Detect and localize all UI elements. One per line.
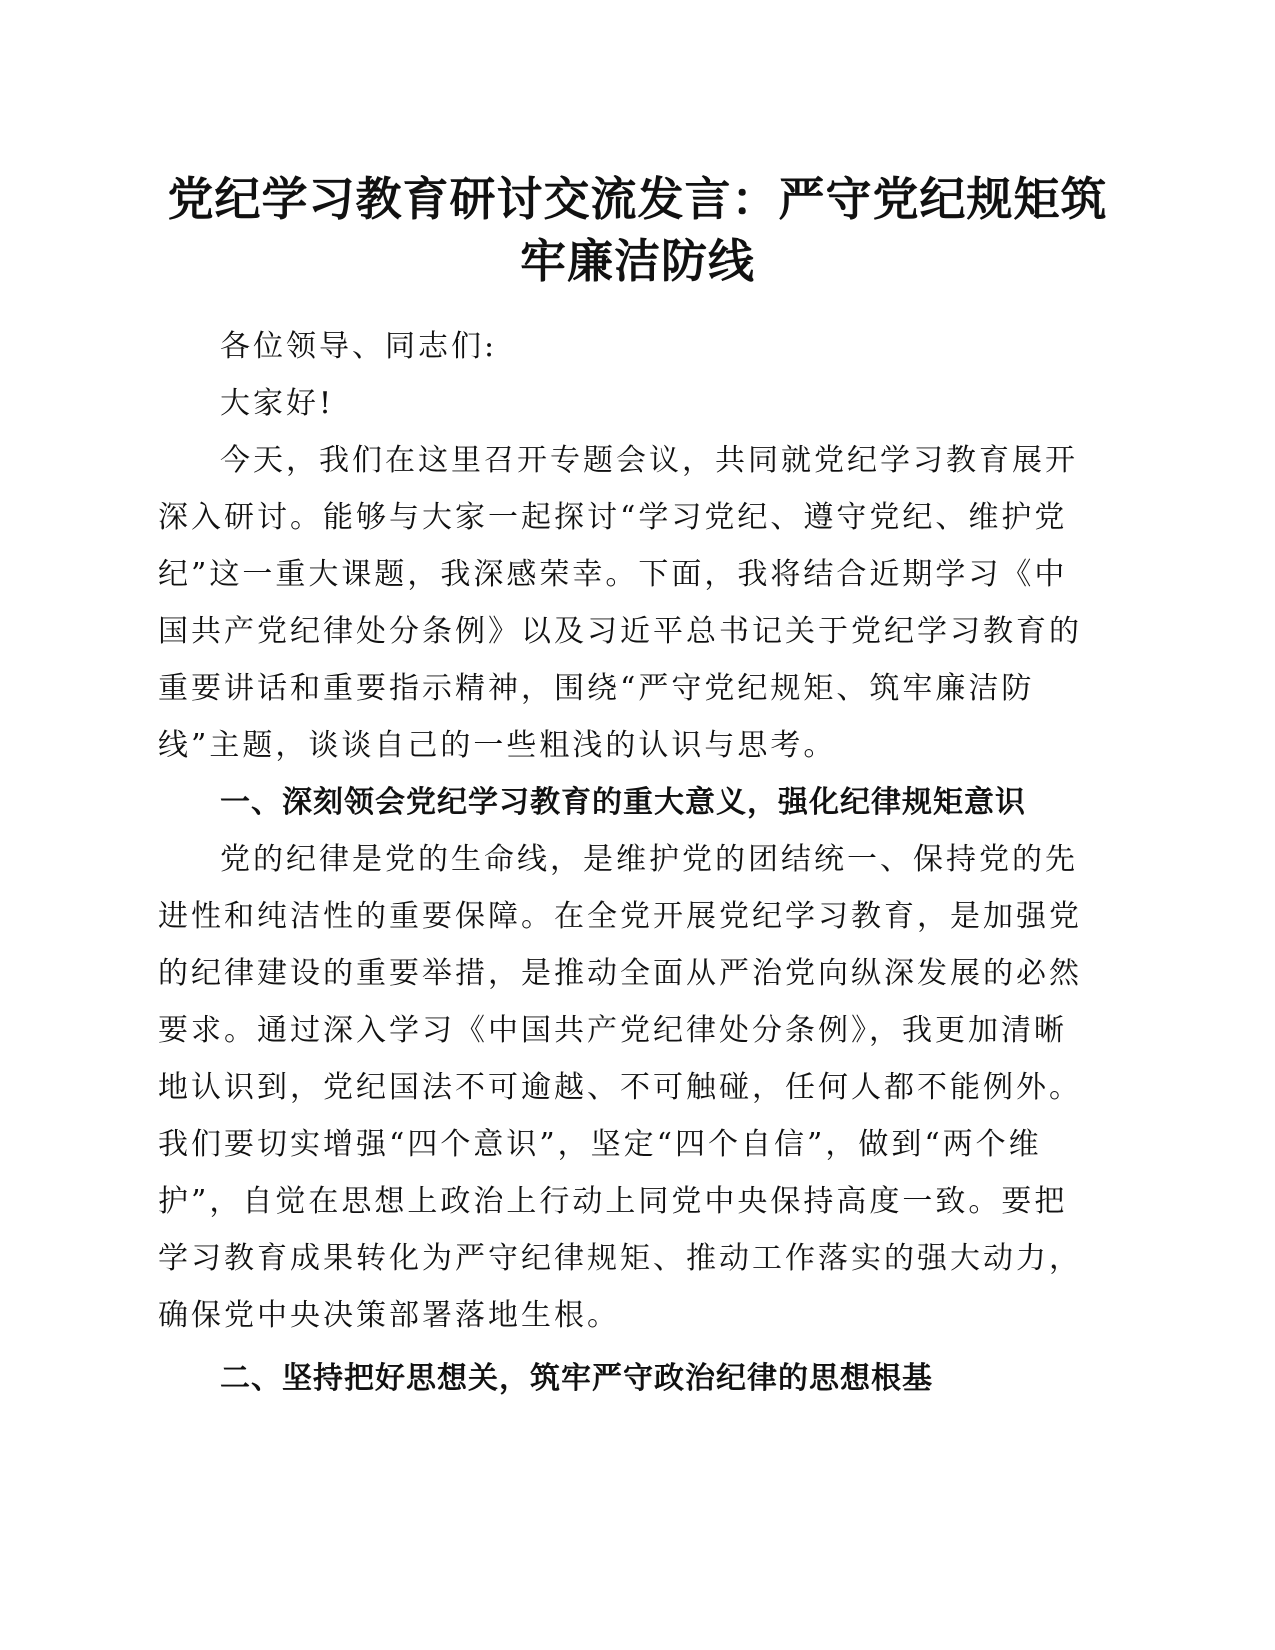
section-1-heading: 一、深刻领会党纪学习教育的重大意义，强化纪律规矩意识 <box>220 785 1026 820</box>
title-line-1: 党纪学习教育研讨交流发言：严守党纪规矩筑 <box>167 172 1108 226</box>
greeting-paragraph: 各位领导、同志们: <box>220 329 498 364</box>
hello-paragraph: 大家好! <box>220 386 335 421</box>
intro-paragraph: 今天，我们在这里召开专题会议，共同就党纪学习教育展开深入研讨。能够与大家一起探讨“学习党纪、遵守党纪、维护党纪”这一重大课题，我深感荣幸。下面，我将结合近期学习《中国共产党纪律处分条例》以及习近平总书记关于党纪学习教育的重要讲话和重要指示精神，围绕“严守党纪规矩、筑牢廉洁防线”主题，谈谈自己的一些粗浅的认识与思考。 <box>158 443 1082 763</box>
document-body <box>158 318 1098 1407</box>
section-2-heading: 二、坚持把好思想关，筑牢严守政治纪律的思想根基 <box>220 1361 933 1396</box>
title-line-2: 牢廉洁防线 <box>520 234 755 288</box>
section-1-paragraph: 党的纪律是党的生命线，是维护党的团结统一、保持党的先进性和纯洁性的重要保障。在全党开展党纪学习教育，是加强党的纪律建设的重要举措，是推动全面从严治党向纵深发展的必然要求。通过深入学习《中国共产党纪律处分条例》，我更加清晰地认识到，党纪国法不可逾越、不可触碰，任何人都不能例外。我们要切实增强“四个意识”，坚定“四个自信”，做到“两个维护”，自觉在思想上政治上行动上同党中央保持高度一致。要把学习教育成果转化为严守纪律规矩、推动工作落实的强大动力，确保党中央决策部署落地生根。 <box>158 842 1082 1333</box>
document-title <box>150 168 1125 292</box>
